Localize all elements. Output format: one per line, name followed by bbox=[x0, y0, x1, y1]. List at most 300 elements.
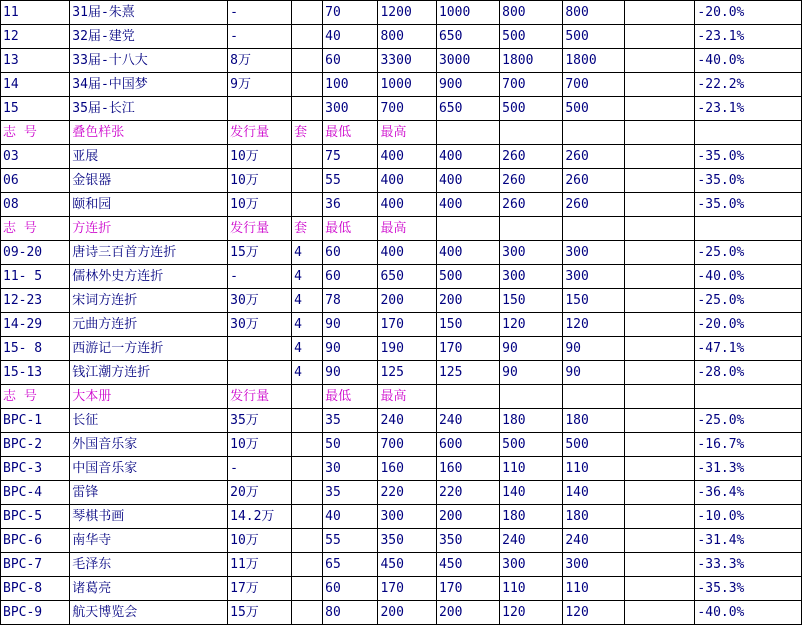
cell-price-col-9[interactable]: 140 bbox=[563, 481, 624, 505]
cell-price-col-8[interactable]: 90 bbox=[500, 361, 563, 385]
cell-set-count[interactable]: 4 bbox=[292, 313, 323, 337]
cell-price-high[interactable]: 200 bbox=[378, 289, 436, 313]
cell-price-high[interactable]: 700 bbox=[378, 433, 436, 457]
cell-price-high[interactable]: 190 bbox=[378, 337, 436, 361]
cell-price-col-8[interactable]: 260 bbox=[500, 193, 563, 217]
cell-price-low[interactable]: 60 bbox=[323, 577, 378, 601]
cell-issue-quantity[interactable]: - bbox=[228, 25, 292, 49]
table-row bbox=[1, 265, 802, 289]
cell-price-col-9[interactable]: 180 bbox=[563, 409, 624, 433]
header-change-percent[interactable] bbox=[695, 121, 802, 145]
cell-stamp-name[interactable]: 雷锋 bbox=[70, 481, 228, 505]
cell-stamp-name[interactable]: 钱江潮方连折 bbox=[70, 361, 228, 385]
table-row bbox=[1, 361, 802, 385]
cell-stamp-number[interactable]: BPC-6 bbox=[1, 529, 70, 553]
cell-price-high[interactable]: 200 bbox=[378, 601, 436, 625]
header-price-high[interactable]: 最高 bbox=[378, 121, 436, 145]
cell-stamp-name[interactable]: 31届-朱熹 bbox=[70, 1, 228, 25]
cell-issue-quantity[interactable]: 10万 bbox=[228, 145, 292, 169]
cell-stamp-number[interactable]: 03 bbox=[1, 145, 70, 169]
cell-change-percent[interactable]: -25.0% bbox=[695, 241, 802, 265]
header-price-low[interactable]: 最低 bbox=[323, 385, 378, 409]
cell-blank-col[interactable] bbox=[624, 409, 695, 433]
cell-stamp-name[interactable]: 亚展 bbox=[70, 145, 228, 169]
cell-price-col-8[interactable]: 500 bbox=[500, 433, 563, 457]
cell-price-high[interactable]: 170 bbox=[378, 313, 436, 337]
table-row bbox=[1, 529, 802, 553]
cell-change-percent[interactable]: -23.1% bbox=[695, 97, 802, 121]
cell-price-low[interactable]: 90 bbox=[323, 361, 378, 385]
cell-issue-quantity[interactable]: 17万 bbox=[228, 577, 292, 601]
cell-blank-col[interactable] bbox=[624, 241, 695, 265]
cell-price-col-8[interactable]: 800 bbox=[500, 1, 563, 25]
header-price-col-7[interactable] bbox=[436, 217, 499, 241]
header-price-low[interactable]: 最低 bbox=[323, 121, 378, 145]
cell-set-count[interactable] bbox=[292, 505, 323, 529]
header-price-high[interactable]: 最高 bbox=[378, 385, 436, 409]
header-price-col-9[interactable] bbox=[563, 217, 624, 241]
cell-stamp-name[interactable]: 颐和园 bbox=[70, 193, 228, 217]
cell-price-col-9[interactable]: 700 bbox=[563, 73, 624, 97]
cell-price-col-9[interactable]: 90 bbox=[563, 337, 624, 361]
cell-price-low[interactable]: 55 bbox=[323, 169, 378, 193]
cell-price-high[interactable]: 350 bbox=[378, 529, 436, 553]
cell-price-col-9[interactable]: 90 bbox=[563, 361, 624, 385]
cell-change-percent[interactable]: -35.0% bbox=[695, 193, 802, 217]
cell-issue-quantity[interactable]: - bbox=[228, 457, 292, 481]
cell-price-col-7[interactable]: 500 bbox=[436, 265, 499, 289]
cell-price-low[interactable]: 90 bbox=[323, 337, 378, 361]
cell-price-col-7[interactable]: 220 bbox=[436, 481, 499, 505]
cell-price-col-9[interactable]: 1800 bbox=[563, 49, 624, 73]
cell-stamp-number[interactable]: 11- 5 bbox=[1, 265, 70, 289]
cell-price-high[interactable]: 400 bbox=[378, 169, 436, 193]
cell-blank-col[interactable] bbox=[624, 289, 695, 313]
cell-price-col-7[interactable]: 240 bbox=[436, 409, 499, 433]
cell-price-col-7[interactable]: 900 bbox=[436, 73, 499, 97]
cell-stamp-name[interactable]: 外国音乐家 bbox=[70, 433, 228, 457]
table-row bbox=[1, 481, 802, 505]
cell-price-col-8[interactable]: 300 bbox=[500, 265, 563, 289]
cell-issue-quantity[interactable] bbox=[228, 97, 292, 121]
cell-set-count[interactable]: 4 bbox=[292, 361, 323, 385]
cell-change-percent[interactable]: -16.7% bbox=[695, 433, 802, 457]
cell-change-percent[interactable]: -40.0% bbox=[695, 49, 802, 73]
cell-stamp-number[interactable]: BPC-8 bbox=[1, 577, 70, 601]
cell-issue-quantity[interactable]: 30万 bbox=[228, 313, 292, 337]
cell-issue-quantity[interactable]: 9万 bbox=[228, 73, 292, 97]
cell-stamp-number[interactable]: BPC-2 bbox=[1, 433, 70, 457]
header-price-col-8[interactable] bbox=[500, 121, 563, 145]
cell-price-col-9[interactable]: 120 bbox=[563, 313, 624, 337]
cell-price-low[interactable]: 60 bbox=[323, 49, 378, 73]
cell-blank-col[interactable] bbox=[624, 505, 695, 529]
table-row bbox=[1, 505, 802, 529]
cell-issue-quantity[interactable]: 10万 bbox=[228, 169, 292, 193]
cell-price-low[interactable]: 40 bbox=[323, 25, 378, 49]
cell-stamp-name[interactable]: 长征 bbox=[70, 409, 228, 433]
table-row bbox=[1, 553, 802, 577]
cell-blank-col[interactable] bbox=[624, 361, 695, 385]
cell-price-low[interactable]: 78 bbox=[323, 289, 378, 313]
cell-stamp-number[interactable]: 12-23 bbox=[1, 289, 70, 313]
cell-blank-col[interactable] bbox=[624, 529, 695, 553]
cell-price-col-7[interactable]: 200 bbox=[436, 289, 499, 313]
cell-stamp-name[interactable]: 儒林外史方连折 bbox=[70, 265, 228, 289]
cell-blank-col[interactable] bbox=[624, 193, 695, 217]
cell-stamp-name[interactable]: 唐诗三百首方连折 bbox=[70, 241, 228, 265]
cell-price-low[interactable]: 100 bbox=[323, 73, 378, 97]
header-issue-quantity[interactable]: 发行量 bbox=[228, 121, 292, 145]
cell-price-high[interactable]: 400 bbox=[378, 241, 436, 265]
cell-stamp-number[interactable]: 08 bbox=[1, 193, 70, 217]
cell-price-high[interactable]: 1200 bbox=[378, 1, 436, 25]
header-stamp-name[interactable]: 大本册 bbox=[70, 385, 228, 409]
cell-set-count[interactable] bbox=[292, 457, 323, 481]
cell-set-count[interactable]: 4 bbox=[292, 337, 323, 361]
cell-price-col-7[interactable]: 600 bbox=[436, 433, 499, 457]
table-row bbox=[1, 73, 802, 97]
cell-price-col-9[interactable]: 180 bbox=[563, 505, 624, 529]
cell-change-percent[interactable]: -40.0% bbox=[695, 601, 802, 625]
cell-price-col-8[interactable]: 110 bbox=[500, 577, 563, 601]
header-change-percent[interactable] bbox=[695, 385, 802, 409]
cell-price-col-7[interactable]: 650 bbox=[436, 97, 499, 121]
cell-price-high[interactable]: 125 bbox=[378, 361, 436, 385]
table-row bbox=[1, 289, 802, 313]
cell-stamp-number[interactable]: 15-13 bbox=[1, 361, 70, 385]
cell-issue-quantity[interactable]: 15万 bbox=[228, 241, 292, 265]
header-set-count[interactable] bbox=[292, 385, 323, 409]
header-price-col-7[interactable] bbox=[436, 121, 499, 145]
cell-price-col-9[interactable]: 500 bbox=[563, 433, 624, 457]
cell-price-col-7[interactable]: 650 bbox=[436, 25, 499, 49]
cell-set-count[interactable] bbox=[292, 481, 323, 505]
table-row bbox=[1, 241, 802, 265]
cell-price-high[interactable]: 400 bbox=[378, 145, 436, 169]
cell-issue-quantity[interactable]: 15万 bbox=[228, 601, 292, 625]
cell-change-percent[interactable]: -35.0% bbox=[695, 169, 802, 193]
table-row bbox=[1, 145, 802, 169]
cell-price-col-8[interactable]: 500 bbox=[500, 25, 563, 49]
cell-stamp-name[interactable]: 南华寺 bbox=[70, 529, 228, 553]
header-stamp-number[interactable]: 志 号 bbox=[1, 217, 70, 241]
cell-stamp-number[interactable]: 12 bbox=[1, 25, 70, 49]
cell-price-col-8[interactable]: 260 bbox=[500, 169, 563, 193]
cell-set-count[interactable] bbox=[292, 97, 323, 121]
cell-blank-col[interactable] bbox=[624, 73, 695, 97]
cell-price-col-8[interactable]: 90 bbox=[500, 337, 563, 361]
cell-set-count[interactable] bbox=[292, 73, 323, 97]
cell-price-col-7[interactable]: 450 bbox=[436, 553, 499, 577]
cell-price-low[interactable]: 80 bbox=[323, 601, 378, 625]
cell-price-col-9[interactable]: 500 bbox=[563, 25, 624, 49]
cell-issue-quantity[interactable]: - bbox=[228, 1, 292, 25]
cell-blank-col[interactable] bbox=[624, 169, 695, 193]
header-price-col-8[interactable] bbox=[500, 217, 563, 241]
header-price-col-9[interactable] bbox=[563, 121, 624, 145]
cell-price-high[interactable]: 170 bbox=[378, 577, 436, 601]
cell-price-col-9[interactable]: 800 bbox=[563, 1, 624, 25]
cell-change-percent[interactable]: -25.0% bbox=[695, 409, 802, 433]
cell-stamp-number[interactable]: 13 bbox=[1, 49, 70, 73]
cell-price-high[interactable]: 220 bbox=[378, 481, 436, 505]
cell-stamp-name[interactable]: 金银器 bbox=[70, 169, 228, 193]
cell-blank-col[interactable] bbox=[624, 601, 695, 625]
cell-stamp-name[interactable]: 中国音乐家 bbox=[70, 457, 228, 481]
cell-change-percent[interactable]: -22.2% bbox=[695, 73, 802, 97]
cell-set-count[interactable] bbox=[292, 553, 323, 577]
cell-stamp-name[interactable]: 35届-长江 bbox=[70, 97, 228, 121]
cell-blank-col[interactable] bbox=[624, 337, 695, 361]
cell-set-count[interactable] bbox=[292, 601, 323, 625]
cell-price-col-8[interactable]: 110 bbox=[500, 457, 563, 481]
cell-issue-quantity[interactable] bbox=[228, 361, 292, 385]
cell-price-col-7[interactable]: 125 bbox=[436, 361, 499, 385]
cell-price-col-8[interactable]: 1800 bbox=[500, 49, 563, 73]
cell-price-col-9[interactable]: 300 bbox=[563, 241, 624, 265]
table-row bbox=[1, 49, 802, 73]
cell-price-high[interactable]: 450 bbox=[378, 553, 436, 577]
cell-price-col-9[interactable]: 260 bbox=[563, 145, 624, 169]
cell-price-low[interactable]: 50 bbox=[323, 433, 378, 457]
cell-issue-quantity[interactable]: 20万 bbox=[228, 481, 292, 505]
cell-blank-col[interactable] bbox=[624, 97, 695, 121]
cell-stamp-name[interactable]: 航天博览会 bbox=[70, 601, 228, 625]
cell-stamp-name[interactable]: 33届-十八大 bbox=[70, 49, 228, 73]
cell-set-count[interactable] bbox=[292, 49, 323, 73]
cell-price-high[interactable]: 650 bbox=[378, 265, 436, 289]
header-set-count[interactable]: 套 bbox=[292, 121, 323, 145]
cell-price-col-7[interactable]: 170 bbox=[436, 577, 499, 601]
cell-stamp-number[interactable]: 15 bbox=[1, 97, 70, 121]
cell-price-col-7[interactable]: 400 bbox=[436, 241, 499, 265]
cell-set-count[interactable] bbox=[292, 529, 323, 553]
cell-issue-quantity[interactable]: 10万 bbox=[228, 193, 292, 217]
cell-price-col-8[interactable]: 150 bbox=[500, 289, 563, 313]
table-row bbox=[1, 577, 802, 601]
cell-blank-col[interactable] bbox=[624, 457, 695, 481]
header-blank-col[interactable] bbox=[624, 385, 695, 409]
cell-change-percent[interactable]: -23.1% bbox=[695, 25, 802, 49]
cell-stamp-number[interactable]: BPC-5 bbox=[1, 505, 70, 529]
cell-issue-quantity[interactable]: 10万 bbox=[228, 529, 292, 553]
header-price-col-7[interactable] bbox=[436, 385, 499, 409]
cell-price-col-7[interactable]: 200 bbox=[436, 601, 499, 625]
header-price-low[interactable]: 最低 bbox=[323, 217, 378, 241]
header-issue-quantity[interactable]: 发行量 bbox=[228, 217, 292, 241]
cell-price-col-7[interactable]: 200 bbox=[436, 505, 499, 529]
header-change-percent[interactable] bbox=[695, 217, 802, 241]
cell-price-col-7[interactable]: 400 bbox=[436, 145, 499, 169]
cell-price-col-8[interactable]: 500 bbox=[500, 97, 563, 121]
cell-price-col-7[interactable]: 400 bbox=[436, 193, 499, 217]
cell-change-percent[interactable]: -35.3% bbox=[695, 577, 802, 601]
cell-stamp-number[interactable]: BPC-7 bbox=[1, 553, 70, 577]
cell-price-low[interactable]: 300 bbox=[323, 97, 378, 121]
header-blank-col[interactable] bbox=[624, 121, 695, 145]
cell-price-low[interactable]: 60 bbox=[323, 241, 378, 265]
cell-price-col-7[interactable]: 1000 bbox=[436, 1, 499, 25]
cell-price-col-9[interactable]: 260 bbox=[563, 169, 624, 193]
cell-price-low[interactable]: 36 bbox=[323, 193, 378, 217]
header-stamp-name[interactable]: 叠色样张 bbox=[70, 121, 228, 145]
cell-stamp-number[interactable]: 09-20 bbox=[1, 241, 70, 265]
cell-change-percent[interactable]: -10.0% bbox=[695, 505, 802, 529]
cell-change-percent[interactable]: -35.0% bbox=[695, 145, 802, 169]
cell-price-low[interactable]: 35 bbox=[323, 481, 378, 505]
cell-price-col-9[interactable]: 300 bbox=[563, 265, 624, 289]
cell-price-col-9[interactable]: 260 bbox=[563, 193, 624, 217]
cell-price-high[interactable]: 1000 bbox=[378, 73, 436, 97]
cell-stamp-number[interactable]: BPC-1 bbox=[1, 409, 70, 433]
cell-change-percent[interactable]: -25.0% bbox=[695, 289, 802, 313]
cell-set-count[interactable] bbox=[292, 169, 323, 193]
table-row bbox=[1, 169, 802, 193]
cell-price-high[interactable]: 3300 bbox=[378, 49, 436, 73]
cell-price-col-9[interactable]: 120 bbox=[563, 601, 624, 625]
cell-stamp-name[interactable]: 琴棋书画 bbox=[70, 505, 228, 529]
cell-stamp-number[interactable]: BPC-4 bbox=[1, 481, 70, 505]
cell-set-count[interactable] bbox=[292, 25, 323, 49]
cell-price-low[interactable]: 30 bbox=[323, 457, 378, 481]
cell-price-col-7[interactable]: 350 bbox=[436, 529, 499, 553]
cell-stamp-name[interactable]: 西游记一方连折 bbox=[70, 337, 228, 361]
cell-price-col-9[interactable]: 110 bbox=[563, 577, 624, 601]
cell-stamp-number[interactable]: BPC-3 bbox=[1, 457, 70, 481]
cell-change-percent[interactable]: -20.0% bbox=[695, 1, 802, 25]
cell-blank-col[interactable] bbox=[624, 433, 695, 457]
cell-blank-col[interactable] bbox=[624, 265, 695, 289]
cell-issue-quantity[interactable]: 30万 bbox=[228, 289, 292, 313]
cell-issue-quantity[interactable]: 11万 bbox=[228, 553, 292, 577]
cell-stamp-number[interactable]: 11 bbox=[1, 1, 70, 25]
cell-blank-col[interactable] bbox=[624, 25, 695, 49]
cell-price-col-9[interactable]: 500 bbox=[563, 97, 624, 121]
cell-change-percent[interactable]: -33.3% bbox=[695, 553, 802, 577]
cell-set-count[interactable] bbox=[292, 193, 323, 217]
header-issue-quantity[interactable]: 发行量 bbox=[228, 385, 292, 409]
cell-change-percent[interactable]: -40.0% bbox=[695, 265, 802, 289]
cell-stamp-name[interactable]: 毛泽东 bbox=[70, 553, 228, 577]
cell-stamp-name[interactable]: 诸葛亮 bbox=[70, 577, 228, 601]
cell-price-col-8[interactable]: 260 bbox=[500, 145, 563, 169]
cell-price-high[interactable]: 400 bbox=[378, 193, 436, 217]
cell-blank-col[interactable] bbox=[624, 481, 695, 505]
cell-price-low[interactable]: 70 bbox=[323, 1, 378, 25]
cell-set-count[interactable] bbox=[292, 1, 323, 25]
cell-price-col-9[interactable]: 110 bbox=[563, 457, 624, 481]
header-set-count[interactable]: 套 bbox=[292, 217, 323, 241]
cell-price-low[interactable]: 40 bbox=[323, 505, 378, 529]
cell-price-col-9[interactable]: 240 bbox=[563, 529, 624, 553]
cell-issue-quantity[interactable] bbox=[228, 337, 292, 361]
cell-change-percent[interactable]: -28.0% bbox=[695, 361, 802, 385]
cell-blank-col[interactable] bbox=[624, 313, 695, 337]
cell-price-low[interactable]: 55 bbox=[323, 529, 378, 553]
cell-set-count[interactable] bbox=[292, 409, 323, 433]
cell-price-col-8[interactable]: 300 bbox=[500, 241, 563, 265]
cell-price-high[interactable]: 240 bbox=[378, 409, 436, 433]
cell-change-percent[interactable]: -20.0% bbox=[695, 313, 802, 337]
cell-price-low[interactable]: 90 bbox=[323, 313, 378, 337]
cell-price-col-7[interactable]: 170 bbox=[436, 337, 499, 361]
cell-set-count[interactable] bbox=[292, 433, 323, 457]
header-price-col-9[interactable] bbox=[563, 385, 624, 409]
cell-stamp-name[interactable]: 元曲方连折 bbox=[70, 313, 228, 337]
cell-price-col-8[interactable]: 700 bbox=[500, 73, 563, 97]
cell-price-low[interactable]: 35 bbox=[323, 409, 378, 433]
cell-price-col-7[interactable]: 150 bbox=[436, 313, 499, 337]
cell-change-percent[interactable]: -31.3% bbox=[695, 457, 802, 481]
cell-price-low[interactable]: 60 bbox=[323, 265, 378, 289]
cell-price-col-7[interactable]: 400 bbox=[436, 169, 499, 193]
cell-price-col-8[interactable]: 240 bbox=[500, 529, 563, 553]
cell-price-col-8[interactable]: 120 bbox=[500, 601, 563, 625]
cell-blank-col[interactable] bbox=[624, 145, 695, 169]
cell-price-col-7[interactable]: 3000 bbox=[436, 49, 499, 73]
cell-set-count[interactable]: 4 bbox=[292, 241, 323, 265]
cell-blank-col[interactable] bbox=[624, 553, 695, 577]
cell-price-col-8[interactable]: 180 bbox=[500, 409, 563, 433]
cell-price-col-8[interactable]: 300 bbox=[500, 553, 563, 577]
cell-stamp-number[interactable]: 14-29 bbox=[1, 313, 70, 337]
cell-price-low[interactable]: 75 bbox=[323, 145, 378, 169]
cell-stamp-number[interactable]: 15- 8 bbox=[1, 337, 70, 361]
header-stamp-number[interactable]: 志 号 bbox=[1, 385, 70, 409]
cell-blank-col[interactable] bbox=[624, 1, 695, 25]
cell-change-percent[interactable]: -36.4% bbox=[695, 481, 802, 505]
header-stamp-name[interactable]: 方连折 bbox=[70, 217, 228, 241]
cell-price-col-7[interactable]: 160 bbox=[436, 457, 499, 481]
header-stamp-number[interactable]: 志 号 bbox=[1, 121, 70, 145]
table-row bbox=[1, 313, 802, 337]
cell-blank-col[interactable] bbox=[624, 577, 695, 601]
cell-price-col-9[interactable]: 300 bbox=[563, 553, 624, 577]
cell-price-high[interactable]: 300 bbox=[378, 505, 436, 529]
cell-set-count[interactable] bbox=[292, 577, 323, 601]
cell-price-col-9[interactable]: 150 bbox=[563, 289, 624, 313]
cell-issue-quantity[interactable]: - bbox=[228, 265, 292, 289]
cell-issue-quantity[interactable]: 35万 bbox=[228, 409, 292, 433]
cell-stamp-number[interactable]: 14 bbox=[1, 73, 70, 97]
cell-stamp-number[interactable]: 06 bbox=[1, 169, 70, 193]
header-blank-col[interactable] bbox=[624, 217, 695, 241]
cell-stamp-name[interactable]: 34届-中国梦 bbox=[70, 73, 228, 97]
cell-stamp-name[interactable]: 宋词方连折 bbox=[70, 289, 228, 313]
cell-set-count[interactable]: 4 bbox=[292, 289, 323, 313]
cell-stamp-number[interactable]: BPC-9 bbox=[1, 601, 70, 625]
cell-price-col-8[interactable]: 180 bbox=[500, 505, 563, 529]
cell-blank-col[interactable] bbox=[624, 49, 695, 73]
cell-price-low[interactable]: 65 bbox=[323, 553, 378, 577]
cell-change-percent[interactable]: -31.4% bbox=[695, 529, 802, 553]
cell-price-high[interactable]: 800 bbox=[378, 25, 436, 49]
cell-stamp-name[interactable]: 32届-建党 bbox=[70, 25, 228, 49]
cell-set-count[interactable] bbox=[292, 145, 323, 169]
header-price-col-8[interactable] bbox=[500, 385, 563, 409]
header-price-high[interactable]: 最高 bbox=[378, 217, 436, 241]
cell-change-percent[interactable]: -47.1% bbox=[695, 337, 802, 361]
cell-issue-quantity[interactable]: 8万 bbox=[228, 49, 292, 73]
cell-price-col-8[interactable]: 140 bbox=[500, 481, 563, 505]
cell-issue-quantity[interactable]: 10万 bbox=[228, 433, 292, 457]
cell-price-col-8[interactable]: 120 bbox=[500, 313, 563, 337]
cell-price-high[interactable]: 160 bbox=[378, 457, 436, 481]
cell-issue-quantity[interactable]: 14.2万 bbox=[228, 505, 292, 529]
cell-price-high[interactable]: 700 bbox=[378, 97, 436, 121]
cell-set-count[interactable]: 4 bbox=[292, 265, 323, 289]
